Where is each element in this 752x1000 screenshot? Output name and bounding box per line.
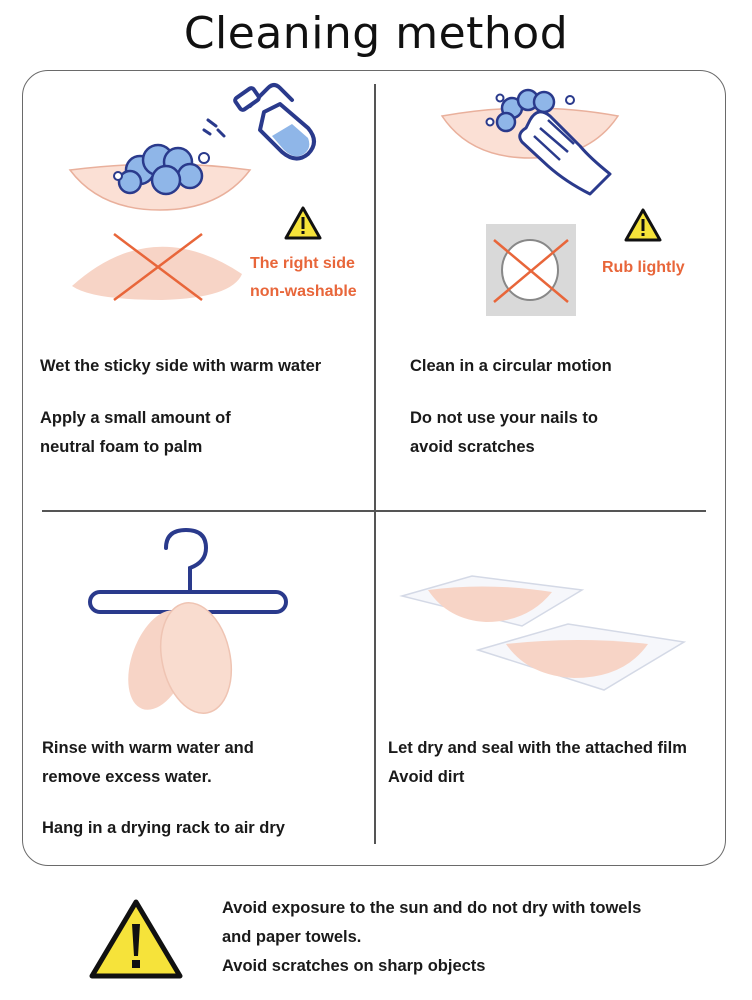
step4-text [388,734,718,792]
step2-text [410,352,720,462]
vertical-divider [374,84,376,844]
page-title: Cleaning method [183,8,569,59]
step-line: remove excess water. [42,768,212,786]
horizontal-divider [42,510,706,512]
footer-text [222,894,732,981]
footer-line: Avoid scratches on sharp objects [222,957,486,975]
step-line: Wet the sticky side with warm water [40,357,322,375]
footer-line: Avoid exposure to the sun and do not dry with towels [222,899,642,917]
hanger-icon [86,528,296,718]
right-side-warning [250,250,357,306]
warning-line: The right side [250,255,355,272]
step-line: Apply a small amount of [40,409,231,427]
crossed-pad-icon [62,224,252,306]
warning-icon [88,898,184,980]
footer-line: and paper towels. [222,928,362,946]
pad-with-foam-icon [70,140,260,220]
step-line: neutral foam to palm [40,438,203,456]
step-line: Let dry and seal with the attached film [388,739,687,757]
warning-icon [624,208,662,242]
step1-text [40,352,370,462]
film-sealed-pads-icon [398,570,688,700]
crossed-nail-icon [486,224,576,316]
warning-icon [284,206,322,240]
step-line: Avoid dirt [388,768,465,786]
step3-text [42,734,372,843]
step-line: Hang in a drying rack to air dry [42,819,285,837]
hand-rubbing-icon [440,86,630,196]
warning-line: non-washable [250,283,357,300]
step-line: Do not use your nails to [410,409,598,427]
rub-lightly-warning: Rub lightly [602,259,685,276]
step-line: Rinse with warm water and [42,739,254,757]
step-line: Clean in a circular motion [410,357,612,375]
step-line: avoid scratches [410,438,535,456]
